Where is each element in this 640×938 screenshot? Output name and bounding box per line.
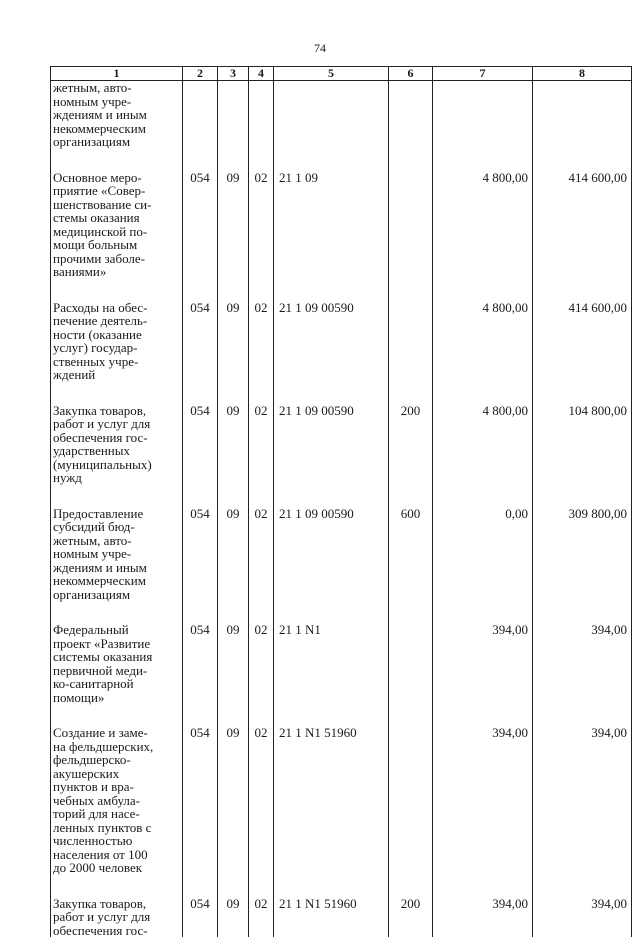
item-name-line: нужд [53, 470, 82, 485]
item-name-line: приятие «Совер- [53, 183, 146, 198]
cell-amount-1: 394,00 [433, 897, 533, 938]
cell-subsection: 02 [249, 301, 274, 404]
cell-expense-type [389, 623, 433, 726]
table-row [51, 623, 632, 726]
cell-subsection: 02 [249, 726, 274, 897]
cell-item-name [51, 171, 183, 301]
item-name-line: акушерских [53, 765, 120, 781]
cell-amount-2: 414 600,00 [533, 301, 632, 404]
cell-chapter: 054 [183, 301, 218, 404]
column-header: 3 [218, 67, 249, 81]
cell-amount-2: 104 800,00 [533, 404, 632, 507]
cell-target-article: 21 1 N1 [274, 623, 389, 726]
cell-item-name [51, 507, 183, 624]
cell-target-article [274, 81, 389, 171]
page-number: 74 [314, 41, 326, 55]
item-name-line: (муниципальных) [53, 456, 152, 472]
cell-expense-type: 600 [389, 507, 433, 624]
cell-chapter: 054 [183, 171, 218, 301]
cell-amount-1 [433, 81, 533, 171]
cell-chapter: 054 [183, 897, 218, 938]
column-header: 8 [533, 67, 632, 81]
item-name-line: жетным, авто- [53, 80, 132, 95]
item-name-line: проект «Развитие [53, 635, 151, 651]
cell-item-name [51, 897, 183, 938]
cell-expense-type [389, 81, 433, 171]
cell-expense-type [389, 726, 433, 897]
cell-chapter: 054 [183, 623, 218, 726]
item-name-line: работ и услуг для [53, 416, 151, 431]
cell-chapter [183, 81, 218, 171]
cell-section: 09 [218, 726, 249, 897]
table-row [51, 726, 632, 897]
item-name-line: номным учре- [53, 546, 132, 561]
cell-section: 09 [218, 623, 249, 726]
item-name-line: ударственных [53, 443, 130, 458]
item-name-line: численностью [53, 833, 133, 848]
item-name-line: ждениям и иным [53, 559, 147, 575]
item-name-line: организациям [53, 586, 131, 602]
cell-section: 09 [218, 171, 249, 301]
cell-item-name [51, 404, 183, 507]
item-name-line: субсидий бюд- [53, 519, 135, 534]
item-name-line: ждений [53, 367, 96, 382]
table-row [51, 81, 632, 171]
item-name-line: ко-санитарной [53, 676, 134, 691]
cell-amount-1: 4 800,00 [433, 404, 533, 507]
cell-amount-2: 394,00 [533, 623, 632, 726]
item-name-line: мощи больным [53, 237, 138, 252]
item-name-line: торий для насе- [53, 806, 140, 821]
cell-chapter: 054 [183, 404, 218, 507]
table-row [51, 897, 632, 938]
cell-subsection: 02 [249, 507, 274, 624]
cell-amount-2: 309 800,00 [533, 507, 632, 624]
cell-target-article: 21 1 N1 51960 [274, 897, 389, 938]
cell-amount-2: 394,00 [533, 726, 632, 897]
cell-expense-type [389, 301, 433, 404]
cell-amount-1: 4 800,00 [433, 301, 533, 404]
column-header: 2 [183, 67, 218, 81]
item-name-line: номным учре- [53, 93, 132, 109]
item-name-line: жетным, авто- [53, 532, 132, 548]
item-name-line: чебных амбула- [53, 792, 140, 808]
cell-amount-1: 394,00 [433, 726, 533, 897]
cell-item-name [51, 301, 183, 404]
table-header-row [51, 67, 632, 81]
item-name-line: Закупка товаров, [53, 402, 147, 418]
item-name-line: работ и услуг для [53, 909, 151, 924]
cell-amount-1: 4 800,00 [433, 171, 533, 301]
item-name-line: на фельдшерских, [53, 738, 154, 754]
item-name-line: некоммерческим [53, 120, 146, 136]
table-row [51, 404, 632, 507]
column-header: 4 [249, 67, 274, 81]
cell-chapter: 054 [183, 726, 218, 897]
cell-item-name [51, 726, 183, 897]
column-header: 1 [51, 67, 183, 81]
table-row [51, 507, 632, 624]
item-name-line: прочими заболе- [53, 250, 145, 266]
cell-expense-type: 200 [389, 404, 433, 507]
item-name-line: услуг) государ- [53, 340, 138, 355]
item-name-line: ваниями» [53, 264, 107, 279]
table-row [51, 171, 632, 301]
cell-item-name [51, 623, 183, 726]
item-name-line: ности (оказание [53, 326, 142, 342]
item-name-line: Основное меро- [53, 169, 142, 185]
cell-section: 09 [218, 301, 249, 404]
cell-target-article: 21 1 N1 51960 [274, 726, 389, 897]
item-name-line: ственных учре- [53, 353, 139, 369]
item-name-line: системы оказания [53, 649, 153, 664]
item-name-line: стемы оказания [53, 210, 140, 225]
item-name-line: Создание и заме- [53, 725, 148, 740]
cell-item-name [51, 81, 183, 171]
table-body [51, 81, 632, 938]
column-header: 7 [433, 67, 533, 81]
cell-amount-1: 394,00 [433, 623, 533, 726]
item-name-line: Расходы на обес- [53, 299, 148, 315]
cell-section: 09 [218, 897, 249, 938]
item-name-line: печение деятель- [53, 313, 148, 328]
cell-chapter: 054 [183, 507, 218, 624]
item-name-line: Предоставление [53, 505, 144, 521]
cell-expense-type [389, 171, 433, 301]
item-name-line: шенствование си- [53, 196, 152, 212]
cell-amount-1: 0,00 [433, 507, 533, 624]
cell-subsection [249, 81, 274, 171]
cell-section [218, 81, 249, 171]
item-name-line: до 2000 человек [53, 860, 143, 875]
column-header: 5 [274, 67, 389, 81]
item-name-line: организациям [53, 134, 131, 149]
item-name-line: обеспечения гос- [53, 429, 148, 445]
item-name-line: пунктов и вра- [53, 779, 134, 794]
item-name-line: медицинской по- [53, 223, 148, 239]
budget-table [50, 66, 632, 937]
item-name-line: населения от 100 [53, 846, 148, 862]
cell-target-article: 21 1 09 00590 [274, 507, 389, 624]
item-name-line: ленных пунктов с [53, 819, 152, 835]
item-name-line: первичной меди- [53, 662, 148, 678]
cell-expense-type: 200 [389, 897, 433, 938]
cell-amount-2: 394,00 [533, 897, 632, 938]
cell-subsection: 02 [249, 171, 274, 301]
table-row [51, 301, 632, 404]
item-name-line: ждениям и иным [53, 107, 147, 122]
cell-subsection: 02 [249, 897, 274, 938]
cell-subsection: 02 [249, 404, 274, 507]
item-name-line: Закупка товаров, [53, 895, 147, 911]
item-name-line: обеспечения гос- [53, 922, 148, 938]
cell-target-article: 21 1 09 00590 [274, 301, 389, 404]
item-name-line: некоммерческим [53, 573, 146, 588]
cell-section: 09 [218, 507, 249, 624]
cell-section: 09 [218, 404, 249, 507]
item-name-line: помощи» [53, 689, 105, 705]
cell-amount-2: 414 600,00 [533, 171, 632, 301]
cell-target-article: 21 1 09 00590 [274, 404, 389, 507]
cell-amount-2 [533, 81, 632, 171]
column-header: 6 [389, 67, 433, 81]
item-name-line: фельдшерско- [53, 752, 131, 767]
item-name-line: Федеральный [53, 622, 129, 637]
cell-target-article: 21 1 09 [274, 171, 389, 301]
cell-subsection: 02 [249, 623, 274, 726]
